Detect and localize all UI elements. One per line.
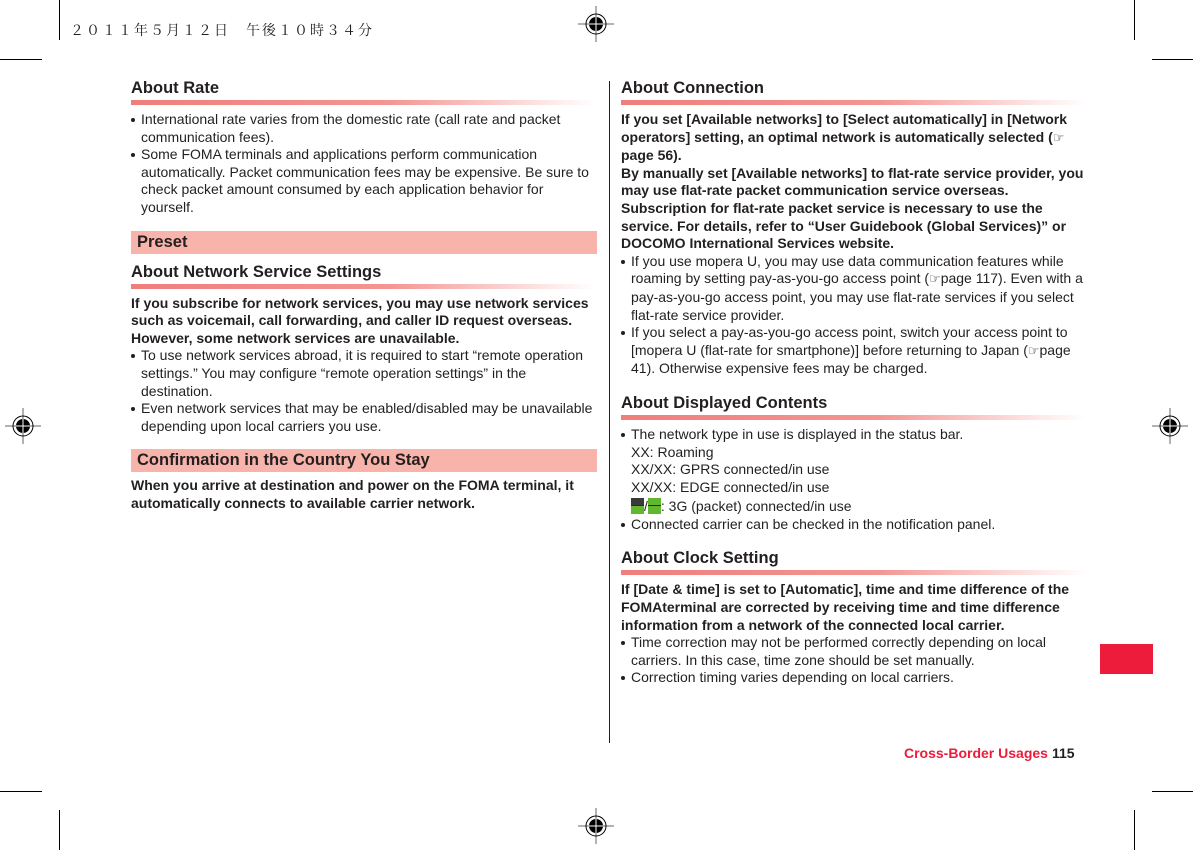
registration-mark-right-icon — [1150, 406, 1190, 446]
heading-rule — [621, 100, 1087, 105]
list-item: Some FOMA terminals and applications perform communication automatically. Packet communication fees may be expensive. Be sure to check packet amount consumed by each application behavior for yourself. — [131, 146, 597, 216]
registration-mark-bottom-icon — [576, 806, 616, 846]
crop-mark-tr-v — [1134, 0, 1135, 40]
about-rate-list — [131, 111, 597, 217]
heading-about-rate: About Rate — [131, 77, 597, 105]
heading-rule — [131, 100, 597, 105]
page-reference-icon: ☞ — [929, 272, 941, 288]
crop-mark-bl-v — [59, 810, 60, 850]
list-item: International rate varies from the domestic rate (call rate and packet communication fees). — [131, 111, 597, 146]
crop-mark-bl-h — [0, 791, 42, 792]
list-item: If you select a pay-as-you-go access point, switch your access point to [mopera U (flat-rate for smartphone)] before returning to Japan (☞page 41). Otherwise expensive fees may be charged. — [621, 324, 1087, 378]
chapter-thumb-tab — [1100, 644, 1153, 674]
clock-setting-intro: If [Date & time] is set to [Automatic], time and time difference of the FOMAterminal are corrected by receiving time and time difference information from a network of the connected local carrier. — [621, 581, 1070, 633]
page-reference-icon: ☞ — [1052, 130, 1065, 146]
page-footer — [904, 745, 1075, 761]
print-timestamp: ２０１１年５月１２日 午後１０時３４分 — [70, 23, 374, 39]
3g-in-use-icon — [648, 498, 661, 514]
registration-mark-top-icon — [576, 4, 616, 44]
crop-mark-tl-v — [59, 0, 60, 40]
crop-mark-tl-h — [0, 59, 42, 60]
column-divider — [609, 81, 610, 743]
page-number: 115 — [1051, 745, 1075, 761]
chapter-title: Cross-Border Usages — [904, 745, 1048, 761]
3g-icon-line: / : 3G (packet) connected/in use — [631, 498, 1087, 516]
heading-about-connection: About Connection — [621, 77, 1087, 105]
clock-setting-list — [621, 634, 1087, 687]
list-item: Time correction may not be performed correctly depending on local carriers. In this case, time zone should be set manually. — [621, 634, 1087, 669]
network-service-list — [131, 347, 597, 435]
connection-list — [621, 253, 1087, 378]
section-about-displayed-contents — [621, 392, 1087, 534]
section-about-clock-setting — [621, 547, 1087, 687]
section-about-connection — [621, 77, 1087, 378]
heading-about-clock-setting: About Clock Setting — [621, 547, 1087, 575]
band-heading-confirmation: Confirmation in the Country You Stay — [131, 449, 597, 472]
confirmation-intro: When you arrive at destination and power on the FOMA terminal, it automatically connects to available carrier network. — [131, 477, 574, 511]
section-about-rate — [131, 77, 597, 217]
page-reference-icon: ☞ — [1027, 343, 1040, 359]
list-item: The network type in use is displayed in the status bar. XX: Roaming XX/XX: GPRS connected/in use XX/XX: EDGE connected/in use / : 3G (packet) connected/in use — [621, 426, 1087, 516]
heading-about-network-service-settings: About Network Service Settings — [131, 261, 597, 289]
list-item: Connected carrier can be checked in the notification panel. — [621, 516, 1087, 534]
registration-mark-left-icon — [3, 406, 43, 446]
displayed-contents-list — [621, 426, 1087, 534]
list-item: To use network services abroad, it is required to start “remote operation settings.” You may configure “remote operation settings” in the destination. — [131, 347, 597, 400]
right-column — [621, 77, 1087, 687]
crop-mark-br-v — [1134, 810, 1135, 850]
heading-rule — [621, 415, 1087, 420]
section-about-network-service-settings — [131, 261, 597, 436]
section-confirmation — [131, 449, 597, 512]
list-item: If you use mopera U, you may use data communication features while roaming by setting pay-as-you-go access point (☞page 117). Even with a pay-as-you-go access point, you may use flat-rate services if you select flat-rate service provider. — [621, 253, 1087, 324]
3g-connected-icon — [631, 498, 644, 514]
heading-about-displayed-contents: About Displayed Contents — [621, 392, 1087, 420]
band-heading-preset: Preset — [131, 231, 597, 254]
list-item: Correction timing varies depending on local carriers. — [621, 669, 1087, 687]
network-service-intro: If you subscribe for network services, you may use network services such as voicemail, call forwarding, and caller ID request overseas. However, some network services are unavailable. — [131, 294, 589, 346]
crop-mark-tr-h — [1152, 59, 1193, 60]
heading-rule — [131, 284, 597, 289]
crop-mark-br-h — [1152, 791, 1193, 792]
left-column — [131, 77, 597, 513]
connection-intro: If you set [Available networks] to [Select automatically] in [Network operators] setting, an optimal network is automatically selected (☞ page 56). By manually set [Available networks] to flat-rate service provider, you may use flat-rate packet communication service overseas. Subscription for flat-rate packet service is necessary to use the service. For details, refer to “User Guidebook (Global Services)” or DOCOMO International Services website. — [621, 111, 1084, 252]
list-item: Even network services that may be enabled/disabled may be unavailable depending upon local carriers you use. — [131, 400, 597, 435]
heading-rule — [621, 570, 1087, 575]
